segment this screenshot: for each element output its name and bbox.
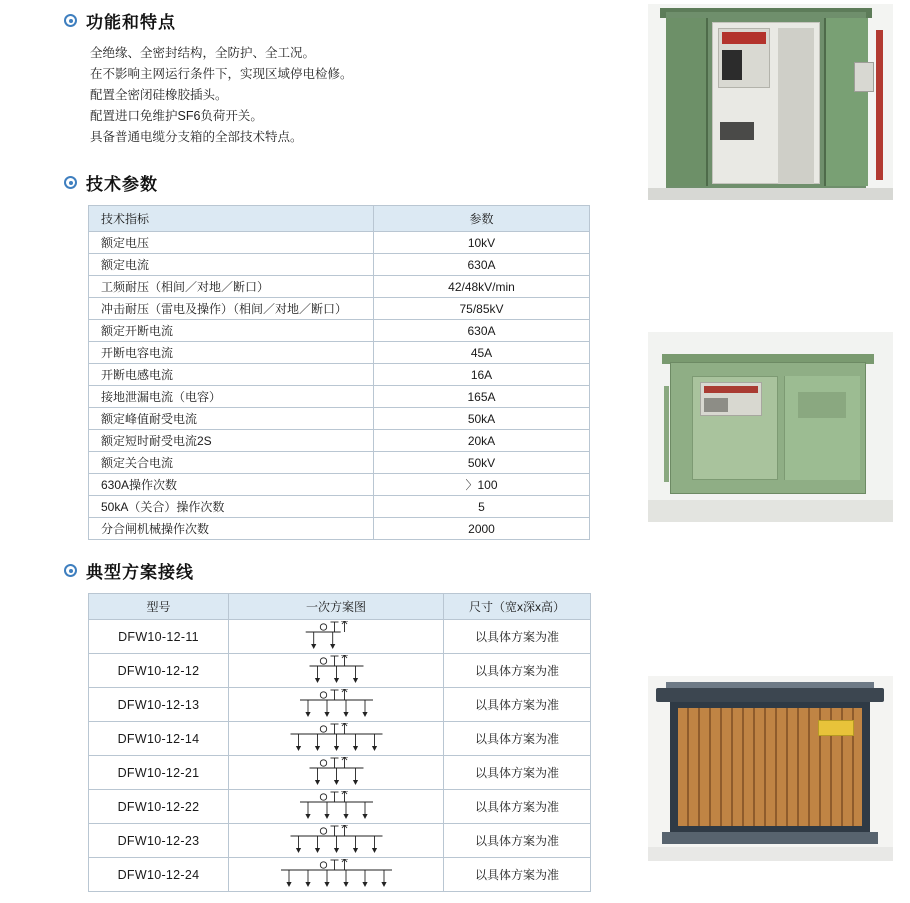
table-row [89, 386, 590, 408]
cell-indicator: 630A操作次数 [89, 474, 374, 496]
cell-value: 630A [374, 320, 590, 342]
table-row [89, 452, 590, 474]
cell-indicator: 额定电流 [89, 254, 374, 276]
table-row [89, 858, 591, 892]
table-row [89, 518, 590, 540]
table-row [89, 408, 590, 430]
table-row [89, 232, 590, 254]
table-row [89, 364, 590, 386]
cell-value: 165A [374, 386, 590, 408]
product-photo-box-substation [648, 332, 893, 522]
cell-primary-scheme-diagram [229, 790, 444, 824]
cell-model: DFW10-12-13 [89, 688, 229, 722]
cell-value: 20kA [374, 430, 590, 452]
cell-model: DFW10-12-23 [89, 824, 229, 858]
section-header-schemes [88, 558, 608, 583]
table-row [89, 722, 591, 756]
cell-model: DFW10-12-21 [89, 756, 229, 790]
table-header-row [89, 594, 591, 620]
cell-indicator: 分合闸机械操作次数 [89, 518, 374, 540]
list-item: 配置进口免维护SF6负荷开关。 [90, 109, 263, 123]
column-header-model: 型号 [89, 594, 229, 620]
cell-indicator: 开断电感电流 [89, 364, 374, 386]
cell-primary-scheme-diagram [229, 824, 444, 858]
cell-value: 5 [374, 496, 590, 518]
table-header-row [89, 206, 590, 232]
cell-dimensions: 以具体方案为准 [444, 620, 591, 654]
cell-model: DFW10-12-24 [89, 858, 229, 892]
table-row [89, 620, 591, 654]
cell-value: 50kV [374, 452, 590, 474]
cell-dimensions: 以具体方案为准 [444, 756, 591, 790]
table-row [89, 276, 590, 298]
table-row [89, 654, 591, 688]
column-header-diagram: 一次方案图 [229, 594, 444, 620]
table-row [89, 790, 591, 824]
cell-indicator: 额定开断电流 [89, 320, 374, 342]
cell-dimensions: 以具体方案为准 [444, 824, 591, 858]
bullet-icon [64, 14, 77, 27]
section-title-tech: 技术参数 [86, 175, 158, 194]
cell-model: DFW10-12-12 [89, 654, 229, 688]
cell-indicator: 50kA（关合）操作次数 [89, 496, 374, 518]
column-header-value: 参数 [374, 206, 590, 232]
list-item: 具备普通电缆分支箱的全部技术特点。 [90, 130, 303, 144]
cell-model: DFW10-12-14 [89, 722, 229, 756]
table-row [89, 254, 590, 276]
cell-indicator: 开断电容电流 [89, 342, 374, 364]
column-header-dimensions: 尺寸（宽x深x高） [444, 594, 591, 620]
table-row [89, 688, 591, 722]
cell-value: 〉100 [374, 474, 590, 496]
cell-value: 16A [374, 364, 590, 386]
product-photo-switchgear-open [648, 4, 893, 200]
table-row [89, 342, 590, 364]
table-row [89, 756, 591, 790]
cell-primary-scheme-diagram [229, 858, 444, 892]
cell-dimensions: 以具体方案为准 [444, 858, 591, 892]
cell-dimensions: 以具体方案为准 [444, 688, 591, 722]
table-row [89, 496, 590, 518]
tech-parameters-table [88, 205, 590, 540]
cell-primary-scheme-diagram [229, 654, 444, 688]
section-header-tech [88, 170, 608, 195]
typical-schemes-table [88, 593, 591, 892]
list-item: 全绝缘、全密封结构，全防护、全工况。 [90, 46, 316, 60]
cell-value: 50kA [374, 408, 590, 430]
table-row [89, 320, 590, 342]
cell-value: 630A [374, 254, 590, 276]
cell-dimensions: 以具体方案为准 [444, 654, 591, 688]
cell-value: 2000 [374, 518, 590, 540]
cell-primary-scheme-diagram [229, 620, 444, 654]
section-title-features: 功能和特点 [86, 13, 176, 32]
cell-indicator: 额定关合电流 [89, 452, 374, 474]
cell-indicator: 接地泄漏电流（电容） [89, 386, 374, 408]
cell-indicator: 冲击耐压（雷电及操作）（相间／对地／断口） [89, 298, 374, 320]
cell-value: 45A [374, 342, 590, 364]
list-item: 在不影响主网运行条件下，实现区域停电检修。 [90, 67, 353, 81]
content-column [88, 8, 608, 896]
table-row [89, 298, 590, 320]
list-item: 配置全密闭硅橡胶插头。 [90, 88, 228, 102]
cell-model: DFW10-12-22 [89, 790, 229, 824]
feature-list [88, 43, 608, 148]
cell-indicator: 工频耐压（相间／对地／断口） [89, 276, 374, 298]
bullet-icon [64, 564, 77, 577]
section-header-features [88, 8, 608, 33]
cell-value: 42/48kV/min [374, 276, 590, 298]
bullet-icon [64, 176, 77, 189]
cell-indicator: 额定短时耐受电流2S [89, 430, 374, 452]
product-photo-wood-front-cabinet [648, 676, 893, 861]
section-title-schemes: 典型方案接线 [86, 563, 194, 582]
table-row [89, 824, 591, 858]
cell-dimensions: 以具体方案为准 [444, 722, 591, 756]
cell-primary-scheme-diagram [229, 722, 444, 756]
cell-value: 75/85kV [374, 298, 590, 320]
column-header-indicator: 技术指标 [89, 206, 374, 232]
cell-dimensions: 以具体方案为准 [444, 790, 591, 824]
cell-indicator: 额定电压 [89, 232, 374, 254]
cell-value: 10kV [374, 232, 590, 254]
cell-primary-scheme-diagram [229, 756, 444, 790]
cell-model: DFW10-12-11 [89, 620, 229, 654]
cell-indicator: 额定峰值耐受电流 [89, 408, 374, 430]
table-row [89, 430, 590, 452]
tech-table-body [89, 232, 590, 540]
scheme-table-body [89, 620, 591, 892]
table-row [89, 474, 590, 496]
cell-primary-scheme-diagram [229, 688, 444, 722]
